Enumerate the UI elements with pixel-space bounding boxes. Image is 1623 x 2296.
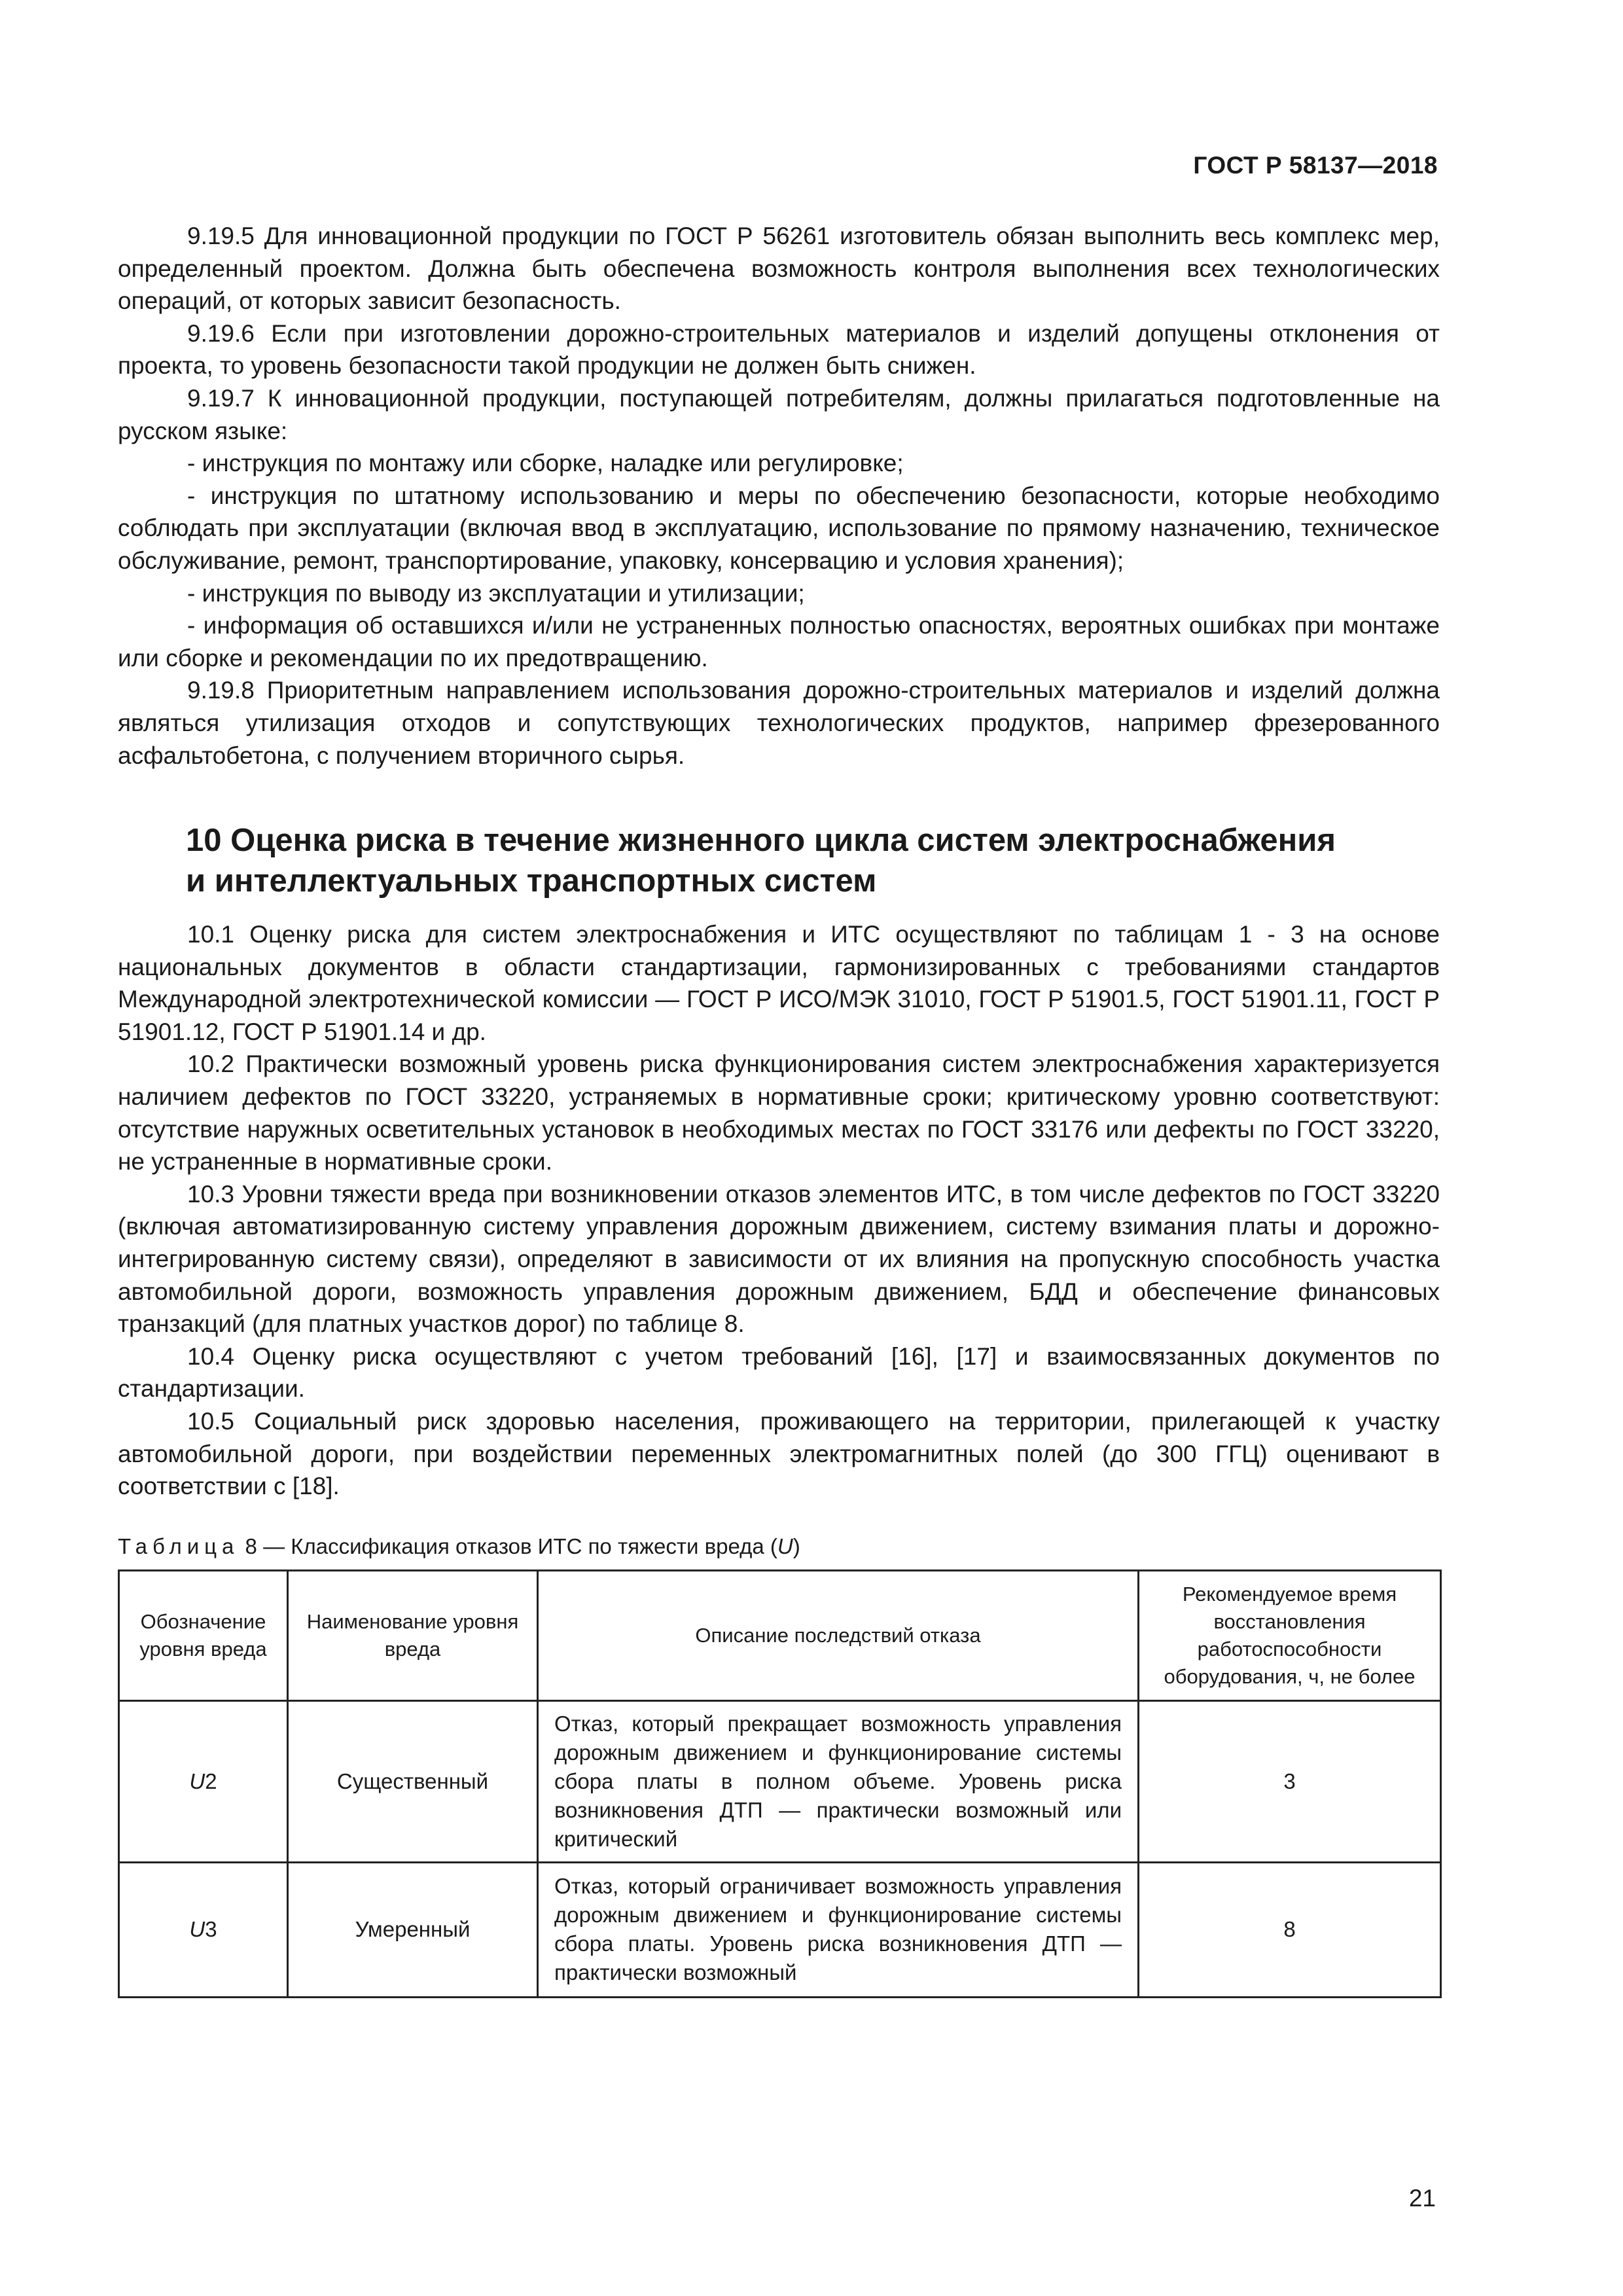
list-item: - инструкция по штатному использованию и меры по обеспечению безопасности, которые необходимо соблюдать при эксплуатации (включая ввод в эксплуатацию, использование по прямому назначению, техническое обслуживание, ремонт, транспортирование, упаковку, консервацию и условия хранения); xyxy=(118,482,1440,574)
harm-code-cell xyxy=(119,1700,288,1862)
table-row xyxy=(119,1700,1441,1862)
header-failure-description: Описание последствий отказа xyxy=(538,1570,1139,1700)
page-number: 21 xyxy=(1408,2185,1436,2212)
failure-description-cell: Отказ, который прекращает возможность управления дорожным движением и функционирование системы сбора платы в полном объеме. Уровень риска возникновения ДТП — практически возможный или критический xyxy=(538,1700,1139,1862)
table-caption-text: 8 — Классификация отказов ИТС по тяжести вреда ( xyxy=(239,1534,777,1558)
harm-classification-table xyxy=(118,1570,1442,1998)
harm-code-number: 2 xyxy=(205,1768,217,1793)
paragraph-9-19-7: 9.19.7 К инновационной продукции, поступающей потребителям, должны прилагаться подготовленные на русском языке: xyxy=(118,384,1440,444)
document-body xyxy=(118,220,1440,1998)
section-heading-line1: 10 Оценка риска в течение жизненного цикла систем электроснабжения xyxy=(186,823,1336,859)
paragraph-10-4: 10.4 Оценку риска осуществляют с учетом требований [16], [17] и взаимосвязанных документов по стандартизации. xyxy=(118,1342,1440,1403)
section-heading xyxy=(186,820,1429,901)
paragraph-10-1: 10.1 Оценку риска для систем электроснабжения и ИТС осуществляют по таблицам 1 - 3 на основе национальных документов в области стандартизации, гармонизированных с требованиями стандартов Международной электротехнической комиссии — ГОСТ Р ИСО/МЭК 31010, ГОСТ Р 51901.5, ГОСТ 51901.11, ГОСТ Р 51901.12, ГОСТ Р 51901.14 и др. xyxy=(118,921,1440,1045)
header-recovery-time: Рекомендуемое время восстановления работоспособности оборудования, ч, не более xyxy=(1139,1570,1441,1700)
harm-code-letter: U xyxy=(189,1768,205,1793)
table-caption xyxy=(118,1534,1440,1559)
table-caption-symbol: U xyxy=(777,1534,793,1558)
list-item: - информация об оставшихся и/или не устраненных полностью опасностях, вероятных ошибках при монтаже или сборке и рекомендации по их предотвращению. xyxy=(118,612,1440,672)
harm-code-number: 3 xyxy=(205,1917,217,1942)
header-harm-name: Наименование уровня вреда xyxy=(288,1570,538,1700)
list-item: - инструкция по выводу из эксплуатации и утилизации; xyxy=(187,579,805,607)
table-row xyxy=(119,1862,1441,1997)
recovery-time-cell: 8 xyxy=(1139,1862,1441,1997)
header-harm-code: Обозначение уровня вреда xyxy=(119,1570,288,1700)
harm-code-cell xyxy=(119,1862,288,1997)
table-caption-word: Таблица xyxy=(118,1534,240,1558)
paragraph-9-19-6: 9.19.6 Если при изготовлении дорожно-строительных материалов и изделий допущены отклонения от проекта, то уровень безопасности такой продукции не должен быть снижен. xyxy=(118,319,1440,380)
paragraph-10-2: 10.2 Практически возможный уровень риска функционирования систем электроснабжения характеризуется наличием дефектов по ГОСТ 33220, устраняемых в нормативные сроки; критическому уровню соответствуют: отсутствие наружных осветительных установок в необходимых местах по ГОСТ 33176 или дефекты по ГОСТ 33220, не устраненные в нормативные сроки. xyxy=(118,1050,1440,1175)
recovery-time-cell: 3 xyxy=(1139,1700,1441,1862)
harm-name-cell: Умеренный xyxy=(288,1862,538,1997)
paragraph-10-3: 10.3 Уровни тяжести вреда при возникновении отказов элементов ИТС, в том числе дефектов по ГОСТ 33220 (включая автоматизированную систему управления дорожным движением, систему взимания платы и дорожно-интегрированную систему связи), определяют в зависимости от их влияния на пропускную способность участка автомобильной дороги, возможность управления дорожным движением, БДД и обеспечение финансовых транзакций (для платных участков дорог) по таблице 8. xyxy=(118,1180,1440,1338)
paragraph-10-5: 10.5 Социальный риск здоровью населения, проживающего на территории, прилегающей к участку автомобильной дороги, при воздействии переменных электромагнитных полей (до 300 ГГЦ) оценивают в соответствии с [18]. xyxy=(118,1408,1440,1500)
section-heading-line2: и интеллектуальных транспортных систем xyxy=(186,863,877,899)
paragraph-9-19-5: 9.19.5 Для инновационной продукции по ГОСТ Р 56261 изготовитель обязан выполнить весь комплекс мер, определенный проектом. Должна быть обеспечена возможность контроля выполнения всех технологических операций, от которых зависит безопасность. xyxy=(118,223,1440,315)
table-header-row xyxy=(119,1570,1441,1700)
harm-name-cell: Существенный xyxy=(288,1700,538,1862)
document-code-header: ГОСТ Р 58137—2018 xyxy=(1193,152,1438,179)
table-caption-end: ) xyxy=(793,1534,800,1558)
harm-code-letter: U xyxy=(189,1917,205,1942)
failure-description-cell: Отказ, который ограничивает возможность управления дорожным движением и функционирование системы сбора платы. Уровень риска возникновения ДТП — практически возможный xyxy=(538,1862,1139,1997)
paragraph-9-19-8: 9.19.8 Приоритетным направлением использования дорожно-строительных материалов и изделий должна являться утилизация отходов и сопутствующих технологических продуктов, например фрезерованного асфальтобетона, с получением вторичного сырья. xyxy=(118,677,1440,769)
list-item: - инструкция по монтажу или сборке, наладке или регулировке; xyxy=(187,450,904,477)
